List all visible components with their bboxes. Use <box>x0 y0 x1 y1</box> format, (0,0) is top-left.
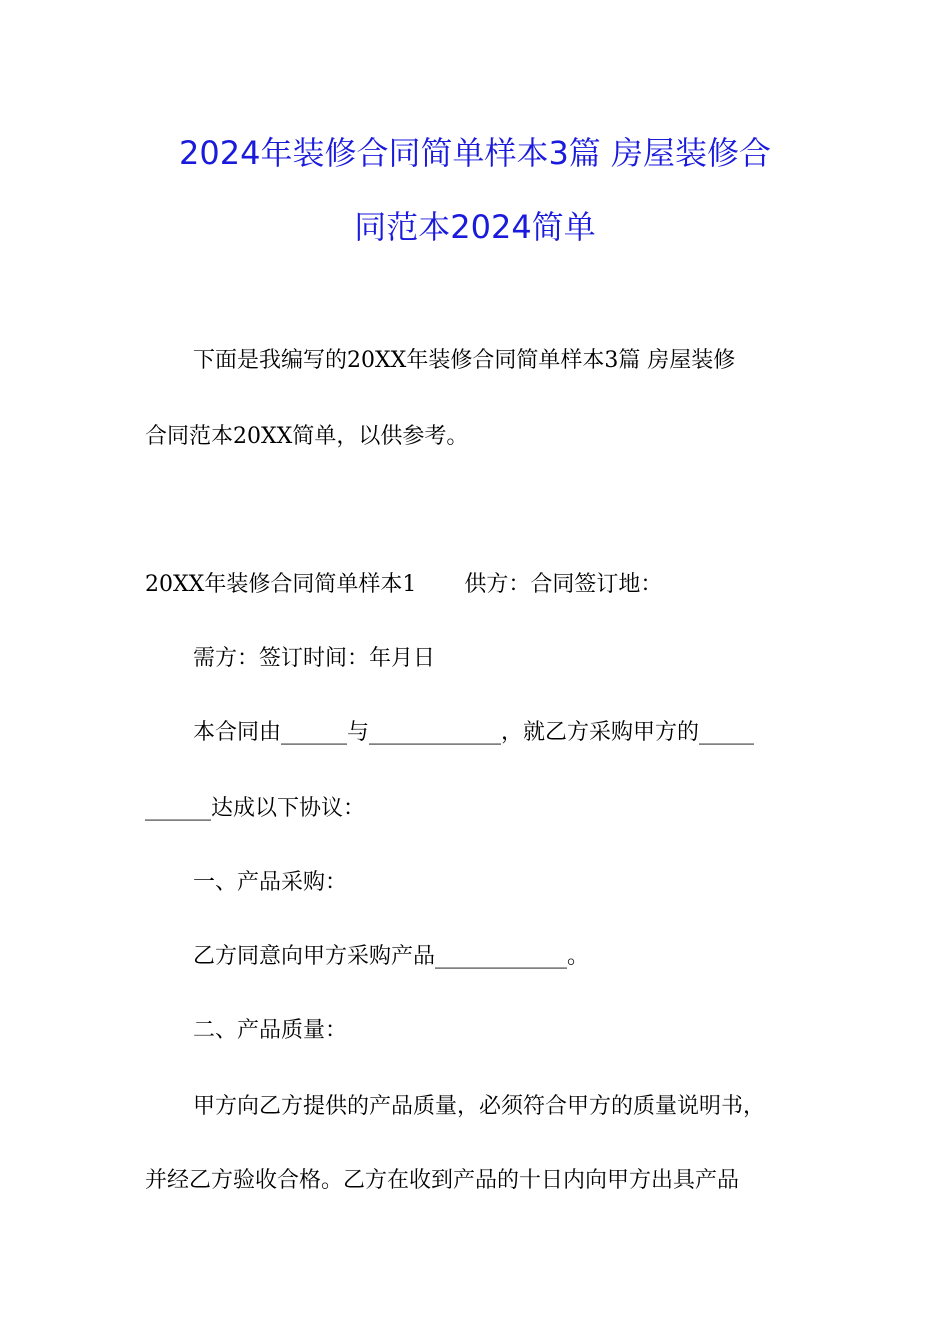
intro-line-1: 下面是我编写的20XX年装修合同简单样本3篇 房屋装修 <box>193 348 736 373</box>
supplier-line: 供方：合同签订地： <box>464 572 663 597</box>
section-heading: 20XX年装修合同简单样本1 <box>145 572 417 597</box>
buyer-line: 需方：签订时间：年月日 <box>193 646 436 671</box>
item-2-line-1: 甲方向乙方提供的产品质量，必须符合甲方的质量说明书， <box>193 1094 766 1119</box>
document-title-line-2: 同范本2024简单 <box>354 208 596 246</box>
item-2-heading: 二、产品质量： <box>193 1018 348 1043</box>
document-title-line-1: 2024年装修合同简单样本3篇 房屋装修合 <box>179 134 771 172</box>
item-1-text: 乙方同意向甲方采购产品____________。 <box>193 944 590 969</box>
section-heading-row <box>145 570 662 600</box>
intro-line-2: 合同范本20XX简单，以供参考。 <box>145 424 469 449</box>
item-2-line-2: 并经乙方验收合格。乙方在收到产品的十日内向甲方出具产品 <box>145 1168 740 1193</box>
agreement-line-2: ______达成以下协议： <box>145 796 366 821</box>
agreement-line-1: 本合同由______与____________，就乙方采购甲方的_____ <box>193 720 755 745</box>
item-1-heading: 一、产品采购： <box>193 870 348 895</box>
